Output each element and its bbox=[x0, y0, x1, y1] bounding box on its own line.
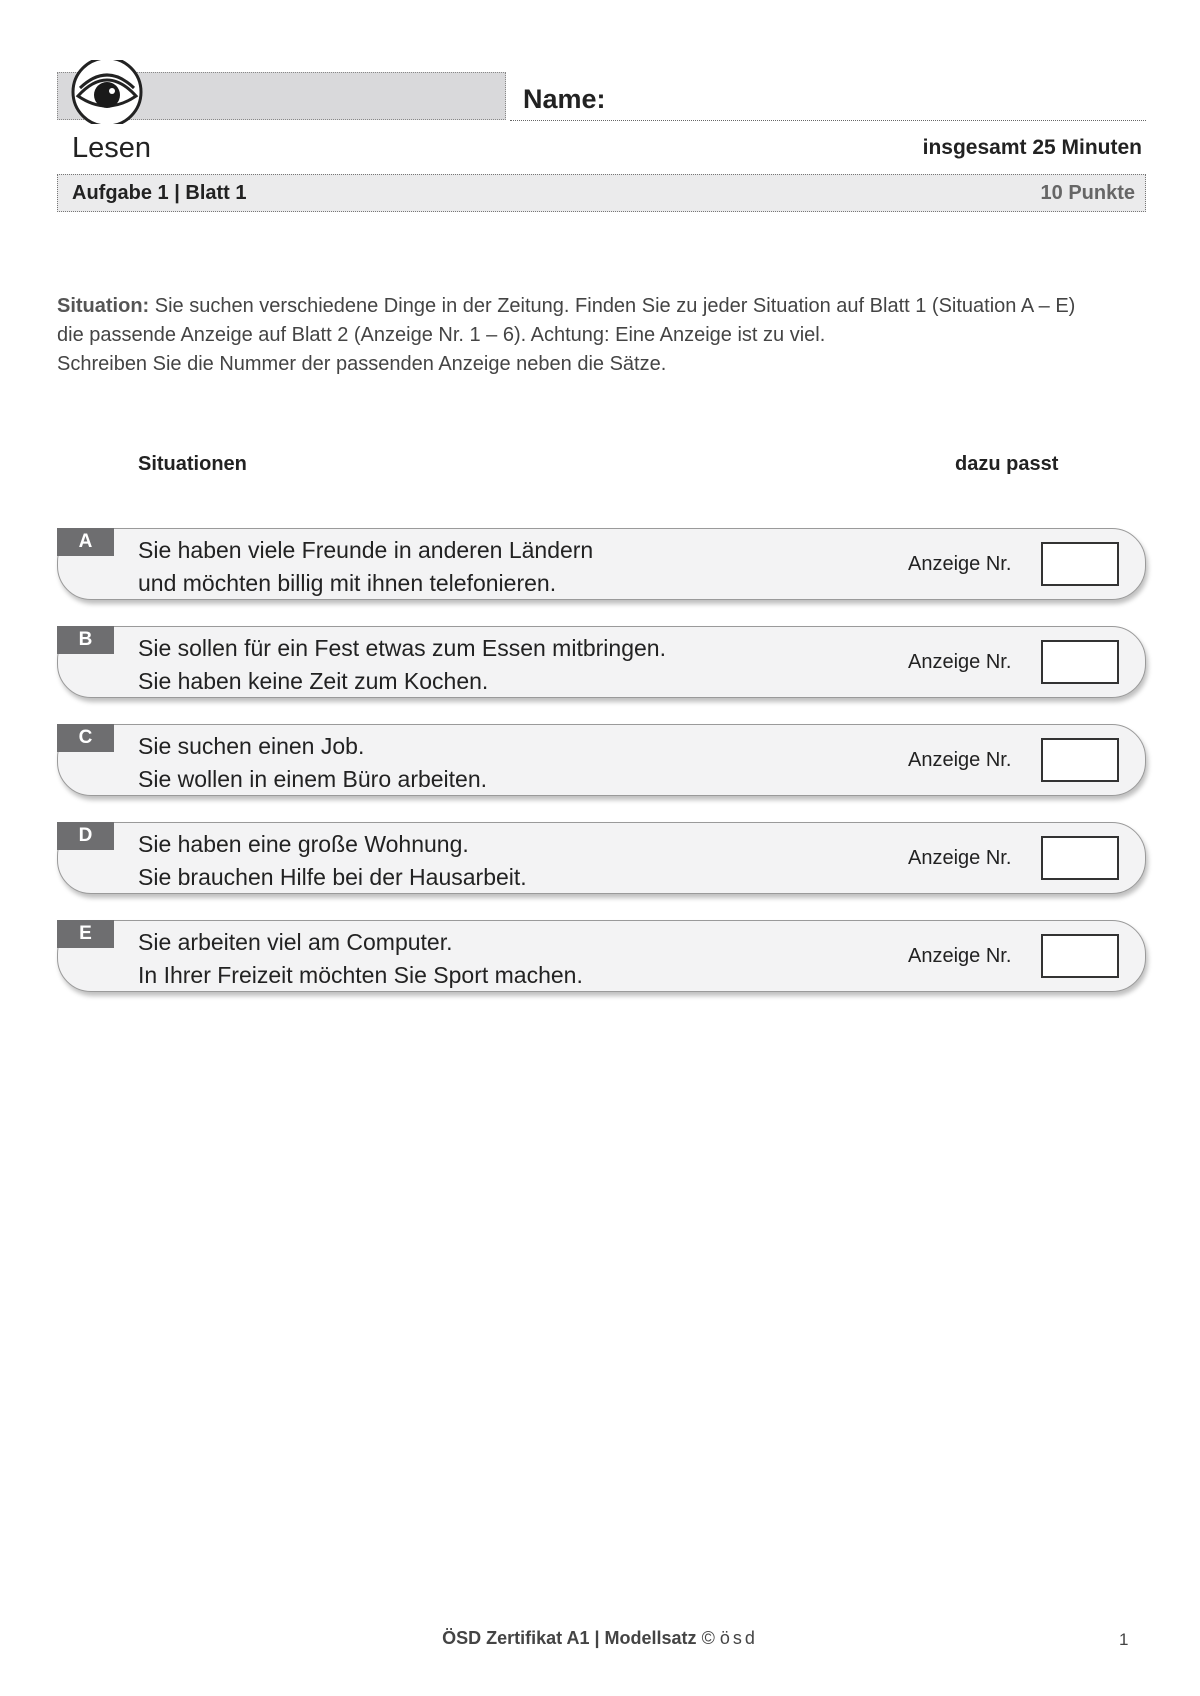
answer-label: Anzeige Nr. bbox=[908, 847, 1012, 869]
eye-icon bbox=[70, 60, 144, 124]
situation-text: Sie sollen für ein Fest etwas zum Essen mitbringen. Sie haben keine Zeit zum Kochen. bbox=[138, 635, 666, 694]
situation-text: Sie arbeiten viel am Computer. In Ihrer Freizeit möchten Sie Sport machen. bbox=[138, 929, 583, 988]
situation-letter: C bbox=[57, 724, 114, 752]
situation-row-b bbox=[57, 626, 1146, 698]
situation-row-e bbox=[57, 920, 1146, 992]
situation-letter: B bbox=[57, 626, 114, 654]
situation-letter: D bbox=[57, 822, 114, 850]
answer-box-d[interactable] bbox=[1041, 836, 1119, 880]
column-header-dazu-passt: dazu passt bbox=[955, 453, 1059, 475]
situation-letter: E bbox=[57, 920, 114, 948]
task-points: 10 Punkte bbox=[1040, 181, 1135, 204]
answer-box-b[interactable] bbox=[1041, 640, 1119, 684]
instructions-line-3: Schreiben Sie die Nummer der passenden Anzeige neben die Sätze. bbox=[57, 353, 667, 375]
task-bar bbox=[57, 174, 1146, 212]
section-title: Lesen bbox=[72, 132, 152, 164]
situation-row-d bbox=[57, 822, 1146, 894]
footer-brand: ösd bbox=[719, 1628, 758, 1648]
task-title: Aufgabe 1 | Blatt 1 bbox=[72, 181, 247, 204]
situation-letter: A bbox=[57, 528, 114, 556]
instructions-label: Situation: bbox=[57, 295, 150, 317]
situation-text: Sie suchen einen Job. Sie wollen in einem Büro arbeiten. bbox=[138, 733, 488, 792]
instructions bbox=[57, 292, 1157, 379]
situation-row-a bbox=[57, 528, 1146, 600]
situation-row-c bbox=[57, 724, 1146, 796]
answer-label: Anzeige Nr. bbox=[908, 553, 1012, 575]
answer-label: Anzeige Nr. bbox=[908, 749, 1012, 771]
page-number: 1 bbox=[1119, 1630, 1129, 1649]
footer-text: ÖSD Zertifikat A1 | Modellsatz bbox=[442, 1628, 697, 1648]
answer-box-a[interactable] bbox=[1041, 542, 1119, 586]
situation-text: Sie haben viele Freunde in anderen Ländern und möchten billig mit ihnen telefonieren. bbox=[138, 537, 594, 596]
total-time: insgesamt 25 Minuten bbox=[922, 136, 1142, 159]
name-field[interactable] bbox=[510, 120, 1146, 121]
instructions-line-1: Situation: Sie suchen verschiedene Dinge in der Zeitung. Finden Sie zu jeder Situation auf Blatt 1 (Situation A – E) bbox=[57, 295, 1076, 317]
answer-box-c[interactable] bbox=[1041, 738, 1119, 782]
instructions-line-2: die passende Anzeige auf Blatt 2 (Anzeige Nr. 1 – 6). Achtung: Eine Anzeige ist zu viel. bbox=[57, 324, 826, 346]
copyright-icon: © bbox=[701, 1628, 715, 1648]
answer-box-e[interactable] bbox=[1041, 934, 1119, 978]
footer bbox=[0, 1628, 1200, 1649]
answer-label: Anzeige Nr. bbox=[908, 651, 1012, 673]
situation-text: Sie haben eine große Wohnung. Sie brauchen Hilfe bei der Hausarbeit. bbox=[138, 831, 527, 890]
column-header-situationen: Situationen bbox=[138, 453, 247, 475]
answer-label: Anzeige Nr. bbox=[908, 945, 1012, 967]
name-label: Name: bbox=[523, 84, 606, 114]
